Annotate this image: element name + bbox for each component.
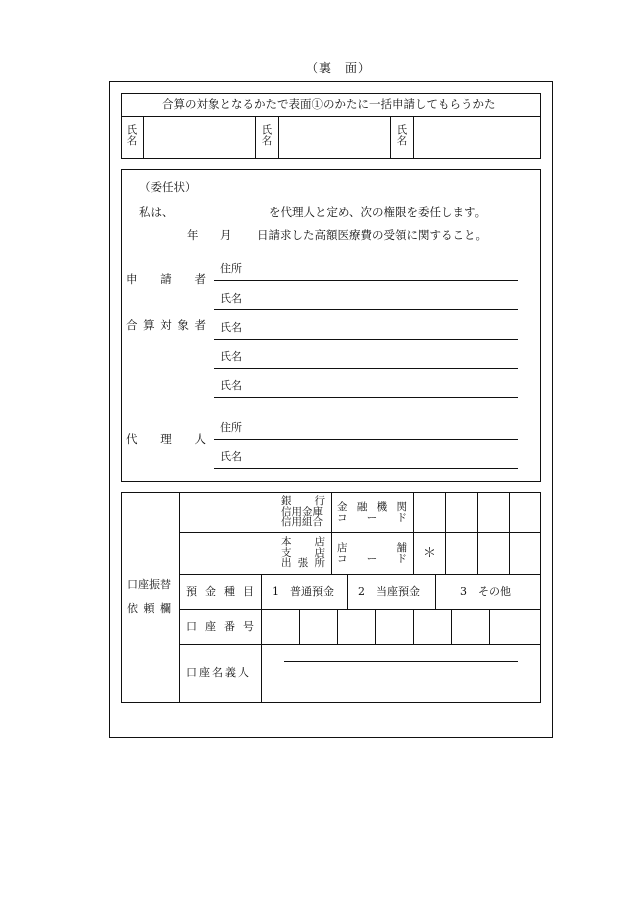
agent-name-label: 氏名 — [220, 450, 242, 463]
account-number-label: 口 座 番 号 — [186, 620, 254, 633]
name-field-3[interactable] — [415, 118, 539, 157]
branch-code-digit-3[interactable] — [510, 534, 540, 573]
branch-code-asterisk: ＊ — [423, 546, 437, 561]
deposit-option-current[interactable]: 2 当座預金 — [358, 585, 420, 598]
account-number-digit-2[interactable] — [300, 610, 336, 643]
combined-name-label-1: 氏名 — [220, 321, 242, 334]
bank-type-list: 銀 行 信用金庫 信用組合 — [281, 495, 325, 528]
combined-name-label-3: 氏名 — [220, 379, 242, 392]
bank-code-label: 金 融 機 関 コ ー ド — [337, 501, 407, 524]
branch-code-digit-1[interactable] — [446, 534, 476, 573]
account-holder-label: 口座名義人 — [186, 666, 251, 679]
page-title: （裏 面） — [306, 61, 372, 75]
branch-code-label: 店 舗 コ ー ド — [337, 542, 407, 565]
name-field-1[interactable] — [145, 118, 253, 157]
deposit-option-ordinary[interactable]: 1 普通預金 — [272, 585, 334, 598]
branch-type-list: 本 店 支 店 出 張 所 — [281, 536, 325, 569]
name-field-2[interactable] — [280, 118, 388, 157]
bank-code-digit-4[interactable] — [510, 494, 540, 531]
combined-target-label: 合 算 対 象 者 — [126, 318, 206, 332]
bank-code-digit-1[interactable] — [414, 494, 444, 531]
name-label-3: 氏名 — [396, 124, 408, 148]
name-label-2: 氏名 — [261, 124, 273, 148]
name-label-1: 氏名 — [126, 124, 138, 148]
poa-title: （委任状） — [139, 180, 197, 194]
account-holder-field[interactable] — [263, 646, 539, 701]
agent-label: 代 理 人 — [126, 432, 206, 446]
combined-name-label-2: 氏名 — [220, 350, 242, 363]
account-number-digit-7[interactable] — [490, 610, 540, 643]
poa-line2-year: 年 — [187, 228, 199, 242]
applicant-name-label: 氏名 — [220, 292, 242, 305]
combined-persons-header: 合算の対象となるかたで表面①のかたに一括申請してもらうかた — [162, 97, 496, 111]
poa-line1-prefix: 私は、 — [139, 205, 174, 219]
deposit-type-label: 預 金 種 目 — [186, 585, 254, 598]
applicant-label: 申 請 者 — [126, 272, 206, 286]
poa-line1-suffix: を代理人と定め、次の権限を委任します。 — [269, 205, 487, 219]
account-number-digit-1[interactable] — [262, 610, 298, 643]
account-transfer-label-1: 口座振替 — [127, 578, 171, 591]
poa-line2-month: 月 — [220, 228, 232, 242]
applicant-address-label: 住所 — [220, 262, 242, 275]
poa-line2-rest: 日請求した高額医療費の受領に関すること。 — [257, 228, 487, 242]
account-number-digit-4[interactable] — [376, 610, 412, 643]
deposit-option-other[interactable]: 3 その他 — [460, 585, 511, 598]
account-number-digit-3[interactable] — [338, 610, 374, 643]
bank-code-digit-3[interactable] — [478, 494, 508, 531]
bank-code-digit-2[interactable] — [446, 494, 476, 531]
account-transfer-label-2: 依 頼 欄 — [127, 602, 171, 615]
branch-code-digit-2[interactable] — [478, 534, 508, 573]
agent-address-label: 住所 — [220, 421, 242, 434]
account-number-digit-5[interactable] — [414, 610, 450, 643]
account-number-digit-6[interactable] — [452, 610, 488, 643]
